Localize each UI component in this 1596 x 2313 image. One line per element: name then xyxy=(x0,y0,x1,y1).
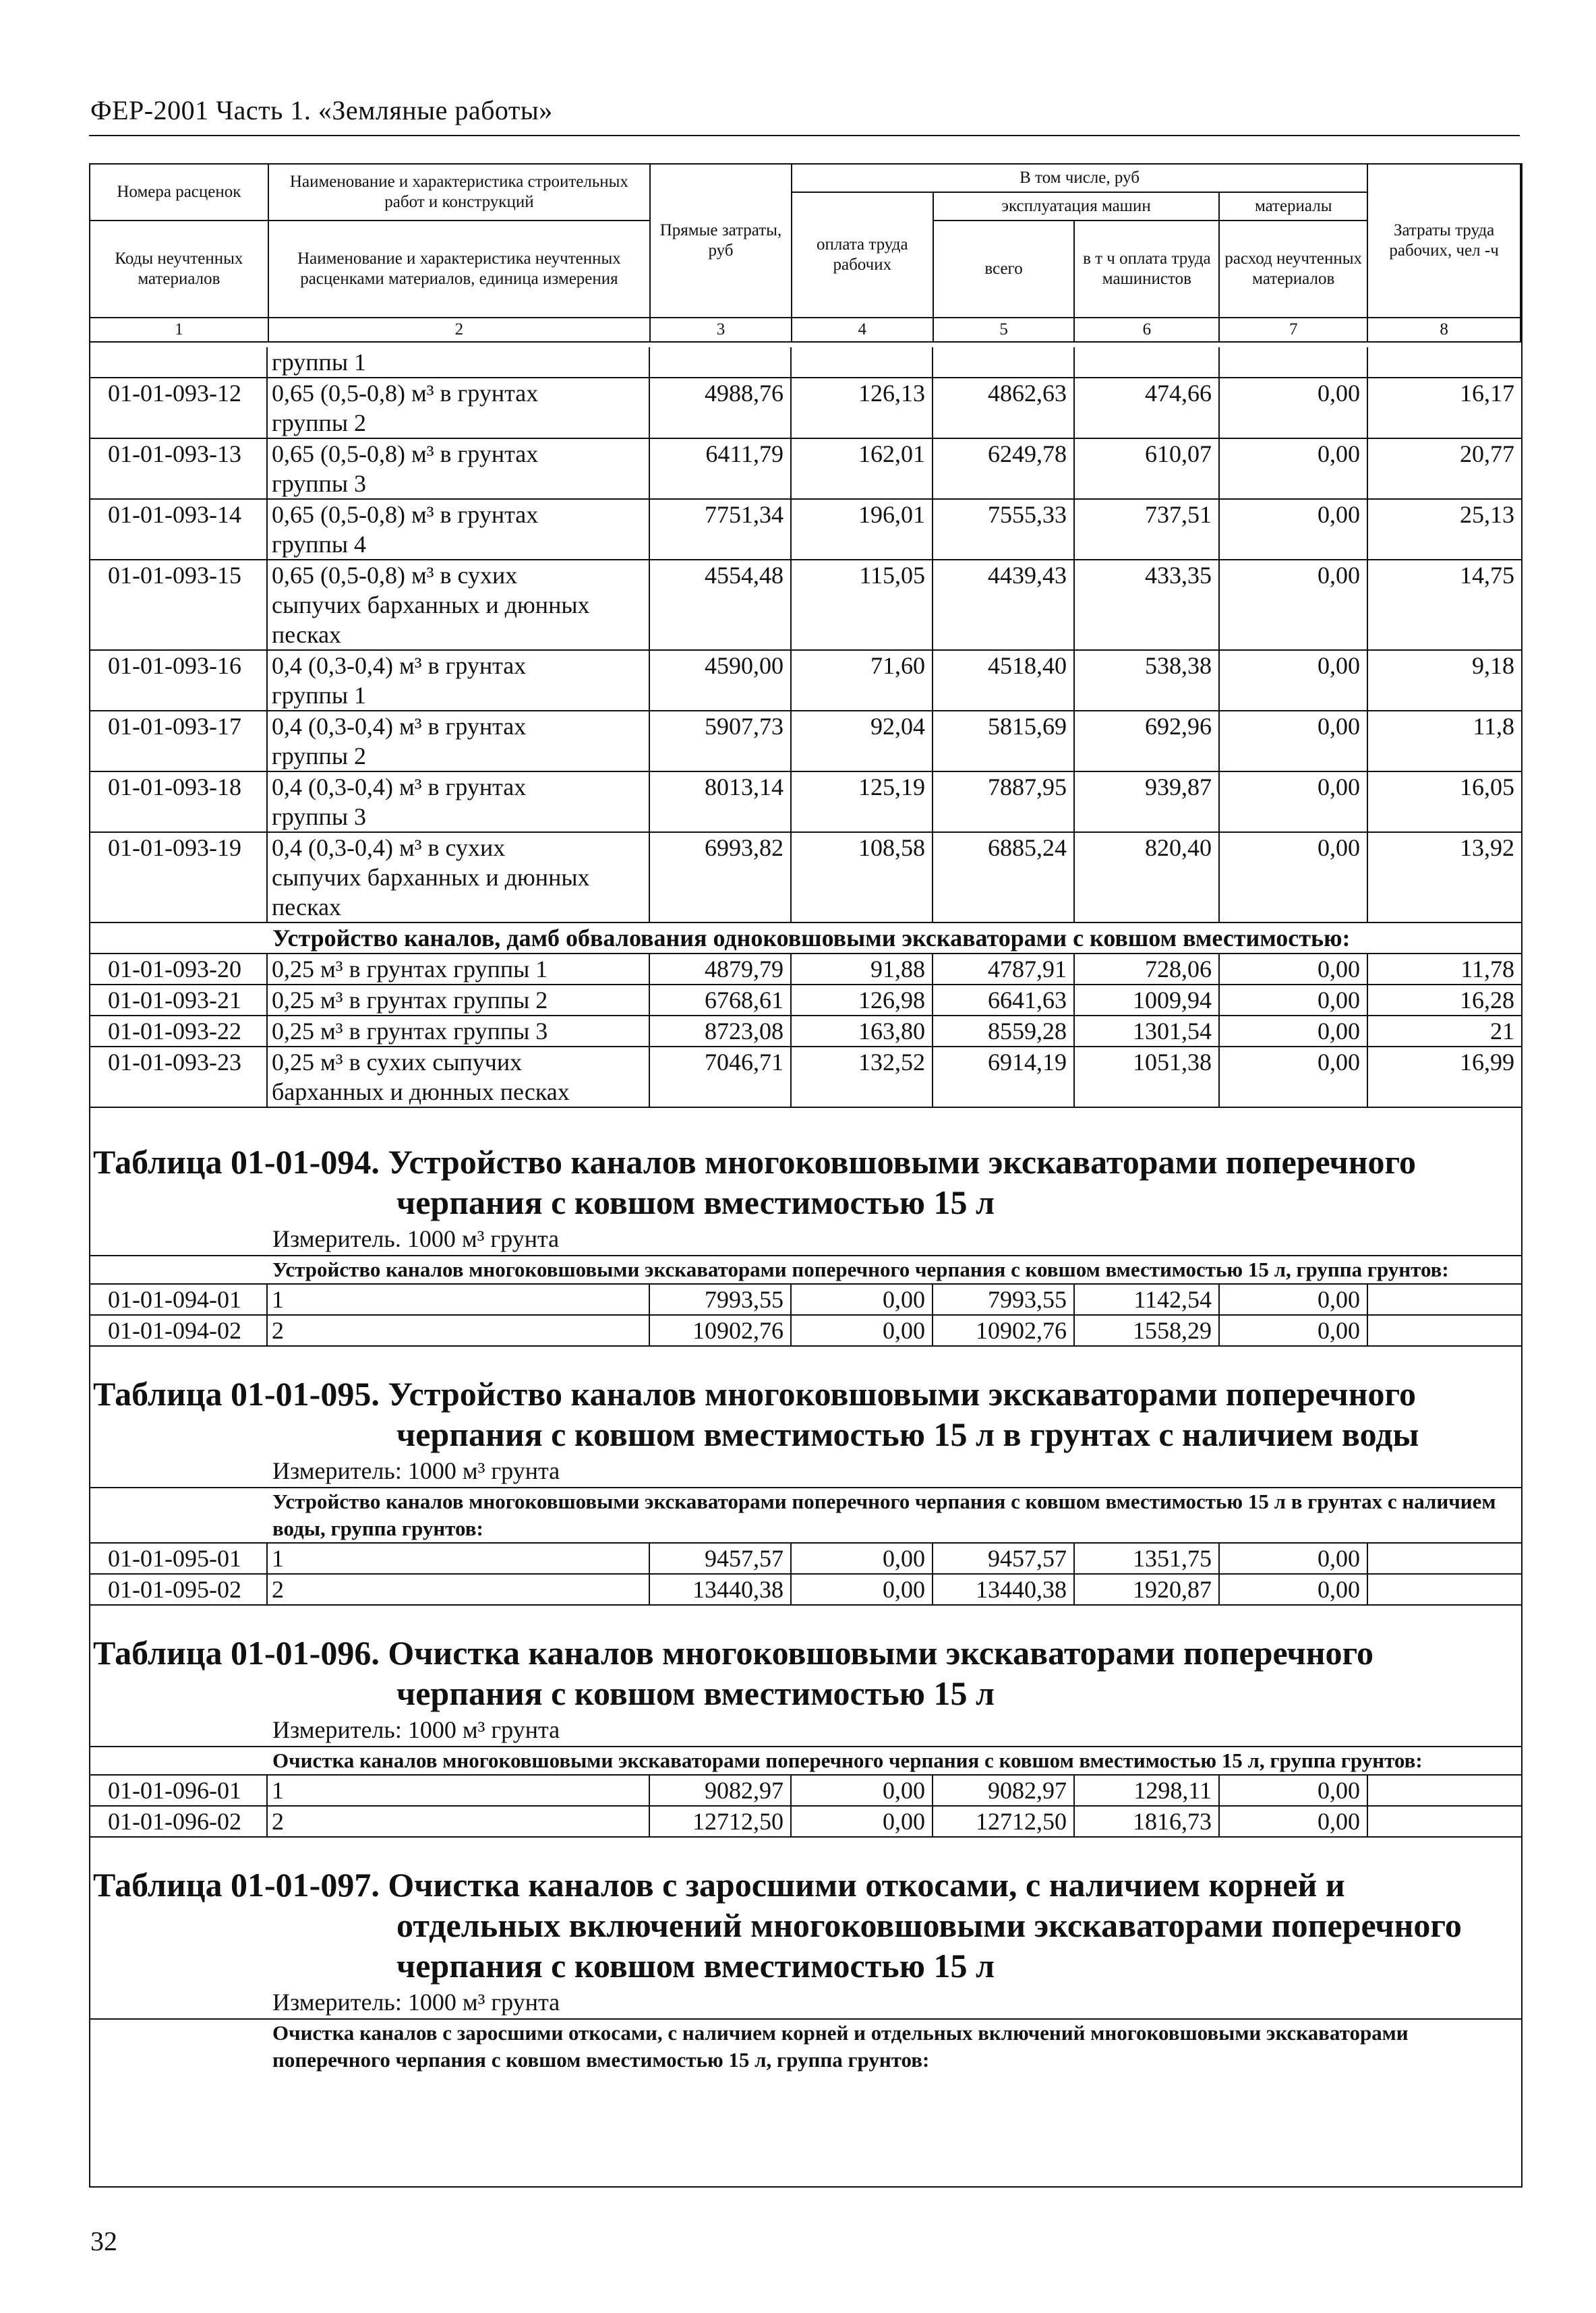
direct-cost: 9457,57 xyxy=(650,1544,792,1573)
rate-code xyxy=(89,347,268,377)
work-name xyxy=(268,954,650,984)
work-name xyxy=(268,651,650,710)
work-name-line: группы 1 xyxy=(272,682,367,709)
col-number-1: 1 xyxy=(90,318,268,342)
direct-cost: 10902,76 xyxy=(650,1316,792,1345)
materials: 0,00 xyxy=(1220,1776,1368,1805)
materials: 0,00 xyxy=(1220,651,1368,710)
table-title-line: Таблица 01-01-094. Устройство каналов многоковшовыми экскаваторами поперечного xyxy=(93,1143,1416,1181)
work-name-line: 0,4 (0,3-0,4) м³ в грунтах xyxy=(272,652,527,679)
work-name: 1 xyxy=(268,1544,650,1573)
machine-total: 4439,43 xyxy=(933,560,1075,649)
machine-total xyxy=(933,347,1075,377)
col-header-nomera: Номера расценок xyxy=(90,164,268,221)
col-header-rashod: расход неучтенных материалов xyxy=(1219,221,1367,318)
labor-hours: 14,75 xyxy=(1460,562,1514,589)
table-title-line: Таблица 01-01-095. Устройство каналов многоковшовыми экскаваторами поперечного xyxy=(93,1375,1416,1413)
direct-cost: 8723,08 xyxy=(650,1016,792,1046)
work-name-line: 0,65 (0,5-0,8) м³ в грунтах xyxy=(272,501,539,528)
work-name-line: 0,65 (0,5-0,8) м³ в сухих xyxy=(272,562,518,589)
materials: 0,00 xyxy=(1220,1316,1368,1345)
labor-pay: 196,01 xyxy=(792,500,933,559)
materials: 0,00 xyxy=(1220,439,1368,498)
rate-code: 01-01-094-02 xyxy=(89,1316,268,1345)
rate-code: 01-01-093-18 xyxy=(89,772,268,831)
section-heading: Устройство каналов, дамб обвалования одноковшовыми экскаваторами с ковшом вместимостью: xyxy=(89,922,1521,953)
col-header-naim: Наименование и характеристика строительных работ и конструкций xyxy=(268,164,650,221)
labor-pay: 92,04 xyxy=(792,711,933,771)
col-number-2: 2 xyxy=(268,318,650,342)
table-title xyxy=(89,1865,1521,1986)
labor-pay: 0,00 xyxy=(792,1285,933,1314)
col-number-5: 5 xyxy=(933,318,1075,342)
spacer xyxy=(89,1107,1521,1142)
work-name-line: 0,25 м³ в сухих сыпучих xyxy=(272,1049,523,1076)
direct-cost: 7993,55 xyxy=(650,1285,792,1314)
materials: 0,00 xyxy=(1220,1047,1368,1107)
machine-total: 7887,95 xyxy=(933,772,1075,831)
labor-hours xyxy=(1368,1316,1521,1345)
work-name-line: группы 3 xyxy=(272,803,367,830)
table-row xyxy=(89,1573,1521,1604)
work-name-line: группы 4 xyxy=(272,531,367,558)
machine-total: 4787,91 xyxy=(933,954,1075,984)
direct-cost: 7046,71 xyxy=(650,1047,792,1107)
table-row xyxy=(89,498,1521,559)
machinist-pay: 1351,75 xyxy=(1075,1544,1220,1573)
work-name-line: сыпучих барханных и дюнных xyxy=(272,864,590,891)
table-title-line: Таблица 01-01-096. Очистка каналов многоковшовыми экскаваторами поперечного xyxy=(93,1634,1373,1672)
spacer xyxy=(89,1604,1521,1633)
table-row xyxy=(89,347,1521,377)
machinist-pay: 610,07 xyxy=(1075,439,1220,498)
direct-cost: 4554,48 xyxy=(650,560,792,649)
table-row xyxy=(89,831,1521,922)
labor-pay: 126,98 xyxy=(792,985,933,1015)
machinist-pay: 433,35 xyxy=(1075,560,1220,649)
table-title xyxy=(89,1374,1521,1455)
table-body xyxy=(89,347,1521,2074)
table-title-line: Таблица 01-01-097. Очистка каналов с заросшими откосами, с наличием корней и xyxy=(93,1866,1345,1904)
table-title-line: черпания с ковшом вместимостью 15 л в грунтах с наличием воды xyxy=(396,1415,1419,1453)
running-header: ФЕР-2001 Часть 1. «Земляные работы» xyxy=(90,95,553,125)
table-row xyxy=(89,649,1521,710)
machine-total: 9457,57 xyxy=(933,1544,1075,1573)
labor-hours xyxy=(1368,1544,1521,1573)
materials: 0,00 xyxy=(1220,1016,1368,1046)
machine-total: 6914,19 xyxy=(933,1047,1075,1107)
table-description: Устройство каналов многоковшовыми экскаваторами поперечного черпания с ковшом вместимостью 15 л, группа грунтов: xyxy=(89,1255,1521,1283)
machinist-pay xyxy=(1075,347,1220,377)
direct-cost xyxy=(650,347,792,377)
rate-code: 01-01-093-13 xyxy=(89,439,268,498)
table-row xyxy=(89,1774,1521,1805)
labor-pay: 0,00 xyxy=(792,1776,933,1805)
machine-total: 12712,50 xyxy=(933,1807,1075,1836)
table-row xyxy=(89,1046,1521,1107)
table-title-line: отдельных включений многоковшовыми экскаваторами поперечного xyxy=(396,1906,1462,1944)
table-row xyxy=(89,1805,1521,1836)
table-row xyxy=(89,984,1521,1015)
work-name-line: барханных и дюнных песках xyxy=(272,1078,570,1105)
work-name xyxy=(268,439,650,498)
machinist-pay: 1301,54 xyxy=(1075,1016,1220,1046)
materials: 0,00 xyxy=(1220,1285,1368,1314)
labor-hours: 16,17 xyxy=(1460,380,1514,407)
work-name-line: 0,4 (0,3-0,4) м³ в сухих xyxy=(272,834,506,861)
work-name-line: группы 1 xyxy=(272,349,367,376)
labor-hours: 25,13 xyxy=(1460,501,1514,528)
direct-cost: 5907,73 xyxy=(650,711,792,771)
labor-pay: 0,00 xyxy=(792,1575,933,1604)
machine-total: 4862,63 xyxy=(933,378,1075,438)
col-number-7: 7 xyxy=(1219,318,1367,342)
direct-cost: 6993,82 xyxy=(650,833,792,922)
table-description: Очистка каналов многоковшовыми экскаваторами поперечного черпания с ковшом вместимостью 15 л, группа грунтов: xyxy=(89,1746,1521,1774)
labor-hours: 20,77 xyxy=(1460,440,1514,467)
direct-cost: 4988,76 xyxy=(650,378,792,438)
labor-pay: 125,19 xyxy=(792,772,933,831)
work-name-line: группы 2 xyxy=(272,742,367,769)
table-row xyxy=(89,559,1521,649)
measure-unit: Измеритель: 1000 м³ грунта xyxy=(272,1457,560,1484)
table-title xyxy=(89,1142,1521,1223)
labor-pay: 0,00 xyxy=(792,1316,933,1345)
col-number-3: 3 xyxy=(650,318,792,342)
materials: 0,00 xyxy=(1220,1544,1368,1573)
table-title-line: черпания с ковшом вместимостью 15 л xyxy=(396,1947,995,1985)
work-name-line: песках xyxy=(272,621,342,648)
col-header-vtom: В том числе, руб xyxy=(792,164,1367,192)
direct-cost: 12712,50 xyxy=(650,1807,792,1836)
machinist-pay: 474,66 xyxy=(1075,378,1220,438)
table-row xyxy=(89,1015,1521,1046)
machine-total: 9082,97 xyxy=(933,1776,1075,1805)
rate-code: 01-01-093-14 xyxy=(89,500,268,559)
rate-code: 01-01-093-15 xyxy=(89,560,268,649)
labor-hours: 11,78 xyxy=(1460,956,1514,983)
col-number-6: 6 xyxy=(1074,318,1219,342)
machine-total: 10902,76 xyxy=(933,1316,1075,1345)
labor-hours: 16,05 xyxy=(1460,773,1514,800)
work-name: 1 xyxy=(268,1776,650,1805)
table-row xyxy=(89,710,1521,771)
table-row xyxy=(89,1314,1521,1345)
table-row xyxy=(89,953,1521,984)
labor-hours: 16,28 xyxy=(1460,987,1514,1014)
materials: 0,00 xyxy=(1220,1807,1368,1836)
labor-hours: 11,8 xyxy=(1473,713,1514,740)
machinist-pay: 1816,73 xyxy=(1075,1807,1220,1836)
materials: 0,00 xyxy=(1220,500,1368,559)
table-title-line: черпания с ковшом вместимостью 15 л xyxy=(396,1674,995,1712)
work-name xyxy=(268,833,650,922)
work-name-line: сыпучих барханных и дюнных xyxy=(272,591,590,618)
col-header-vsego: всего xyxy=(933,221,1075,318)
labor-pay xyxy=(792,347,933,377)
col-header-ekspl: эксплуатация машин xyxy=(933,192,1220,221)
rate-code: 01-01-095-02 xyxy=(89,1575,268,1604)
col-header-pryamye: Прямые затраты, руб xyxy=(650,164,792,318)
machine-total: 7555,33 xyxy=(933,500,1075,559)
machinist-pay: 820,40 xyxy=(1075,833,1220,922)
header-rule xyxy=(89,135,1520,136)
col-number-8: 8 xyxy=(1367,318,1520,342)
labor-pay: 163,80 xyxy=(792,1016,933,1046)
work-name: 2 xyxy=(268,1807,650,1836)
rate-code: 01-01-096-01 xyxy=(89,1776,268,1805)
labor-pay: 0,00 xyxy=(792,1807,933,1836)
spacer xyxy=(89,1836,1521,1865)
machinist-pay: 1298,11 xyxy=(1075,1776,1220,1805)
table-title-line: черпания с ковшом вместимостью 15 л xyxy=(396,1183,995,1221)
direct-cost: 4590,00 xyxy=(650,651,792,710)
work-name: 1 xyxy=(268,1285,650,1314)
measure-unit: Измеритель. 1000 м³ грунта xyxy=(272,1225,560,1252)
direct-cost: 6411,79 xyxy=(650,439,792,498)
machine-total: 13440,38 xyxy=(933,1575,1075,1604)
labor-hours: 13,92 xyxy=(1460,834,1514,861)
work-name xyxy=(268,711,650,771)
work-name xyxy=(268,985,650,1015)
work-name-line: группы 3 xyxy=(272,470,367,497)
labor-pay: 126,13 xyxy=(792,378,933,438)
work-name xyxy=(268,500,650,559)
rate-code: 01-01-093-19 xyxy=(89,833,268,922)
materials: 0,00 xyxy=(1220,954,1368,984)
col-number-4: 4 xyxy=(792,318,933,342)
work-name xyxy=(268,1016,650,1046)
table-description: Устройство каналов многоковшовыми экскаваторами поперечного черпания с ковшом вместимостью 15 л в грунтах с наличием воды, группа грунтов: xyxy=(89,1487,1521,1542)
labor-pay: 132,52 xyxy=(792,1047,933,1107)
table-title xyxy=(89,1633,1521,1714)
col-header-naim2: Наименование и характеристика неучтенных расценками материалов, единица измерения xyxy=(268,221,650,318)
work-name xyxy=(268,560,650,649)
machine-total: 6885,24 xyxy=(933,833,1075,922)
machine-total: 5815,69 xyxy=(933,711,1075,771)
direct-cost: 13440,38 xyxy=(650,1575,792,1604)
col-header-kody: Коды неучтенных материалов xyxy=(90,221,268,318)
col-header-zatraty: Затраты труда рабочих, чел -ч xyxy=(1367,164,1520,318)
materials: 0,00 xyxy=(1220,1575,1368,1604)
machinist-pay: 1142,54 xyxy=(1075,1285,1220,1314)
machinist-pay: 939,87 xyxy=(1075,772,1220,831)
labor-hours xyxy=(1368,347,1521,377)
materials: 0,00 xyxy=(1220,985,1368,1015)
table-description: Очистка каналов с заросшими откосами, с наличием корней и отдельных включений многоковшовыми экскаваторами поперечного черпания с ковшом вместимостью 15 л, группа грунтов: xyxy=(89,2018,1521,2074)
work-name-line: песках xyxy=(272,894,342,920)
labor-hours xyxy=(1368,1807,1521,1836)
labor-pay: 71,60 xyxy=(792,651,933,710)
work-name: 2 xyxy=(268,1316,650,1345)
labor-pay: 115,05 xyxy=(792,560,933,649)
materials: 0,00 xyxy=(1220,560,1368,649)
machinist-pay: 692,96 xyxy=(1075,711,1220,771)
labor-pay: 162,01 xyxy=(792,439,933,498)
materials xyxy=(1220,347,1368,377)
work-name xyxy=(268,772,650,831)
machinist-pay: 728,06 xyxy=(1075,954,1220,984)
labor-pay: 0,00 xyxy=(792,1544,933,1573)
labor-pay: 108,58 xyxy=(792,833,933,922)
work-name-line: 0,65 (0,5-0,8) м³ в грунтах xyxy=(272,380,539,407)
machine-total: 8559,28 xyxy=(933,1016,1075,1046)
machine-total: 6249,78 xyxy=(933,439,1075,498)
labor-hours: 21 xyxy=(1490,1018,1514,1045)
rate-code: 01-01-096-02 xyxy=(89,1807,268,1836)
labor-hours: 9,18 xyxy=(1472,652,1514,679)
labor-hours xyxy=(1368,1776,1521,1805)
work-name xyxy=(268,1047,650,1107)
direct-cost: 9082,97 xyxy=(650,1776,792,1805)
work-name-line: 0,4 (0,3-0,4) м³ в грунтах xyxy=(272,773,527,800)
measure-unit: Измеритель: 1000 м³ грунта xyxy=(272,1989,560,2016)
table-row xyxy=(89,771,1521,831)
machinist-pay: 1558,29 xyxy=(1075,1316,1220,1345)
table-row xyxy=(89,438,1521,498)
machine-total: 6641,63 xyxy=(933,985,1075,1015)
labor-hours xyxy=(1368,1285,1521,1314)
spacer xyxy=(89,1345,1521,1374)
machinist-pay: 1920,87 xyxy=(1075,1575,1220,1604)
work-name-line: группы 2 xyxy=(272,409,367,436)
work-name-line: 0,25 м³ в грунтах группы 2 xyxy=(272,987,548,1014)
labor-hours: 16,99 xyxy=(1460,1049,1514,1076)
rate-code: 01-01-094-01 xyxy=(89,1285,268,1314)
col-header-materialy: материалы xyxy=(1219,192,1367,221)
page-number: 32 xyxy=(90,2226,117,2256)
machinist-pay: 1009,94 xyxy=(1075,985,1220,1015)
col-header-vtch: в т ч оплата труда машинистов xyxy=(1074,221,1219,318)
work-name xyxy=(268,378,650,438)
machine-total: 4518,40 xyxy=(933,651,1075,710)
rate-code: 01-01-093-17 xyxy=(89,711,268,771)
work-name-line: 0,4 (0,3-0,4) м³ в грунтах xyxy=(272,713,527,740)
rate-code: 01-01-093-12 xyxy=(89,378,268,438)
direct-cost: 8013,14 xyxy=(650,772,792,831)
work-name xyxy=(268,347,650,377)
work-name-line: 0,25 м³ в грунтах группы 1 xyxy=(272,956,548,983)
direct-cost: 4879,79 xyxy=(650,954,792,984)
machinist-pay: 737,51 xyxy=(1075,500,1220,559)
machinist-pay: 538,38 xyxy=(1075,651,1220,710)
labor-hours xyxy=(1368,1575,1521,1604)
rate-code: 01-01-093-20 xyxy=(89,954,268,984)
rate-code: 01-01-093-23 xyxy=(89,1047,268,1107)
work-name: 2 xyxy=(268,1575,650,1604)
materials: 0,00 xyxy=(1220,833,1368,922)
rate-code: 01-01-095-01 xyxy=(89,1544,268,1573)
col-header-oplata: оплата труда рабочих xyxy=(792,192,933,318)
work-name-line: 0,25 м³ в грунтах группы 3 xyxy=(272,1018,548,1045)
direct-cost: 7751,34 xyxy=(650,500,792,559)
work-name-line: 0,65 (0,5-0,8) м³ в грунтах xyxy=(272,440,539,467)
materials: 0,00 xyxy=(1220,378,1368,438)
rate-code: 01-01-093-16 xyxy=(89,651,268,710)
table-row xyxy=(89,1542,1521,1573)
table-row xyxy=(89,377,1521,438)
measure-unit: Измеритель: 1000 м³ грунта xyxy=(272,1716,560,1743)
labor-pay: 91,88 xyxy=(792,954,933,984)
machinist-pay: 1051,38 xyxy=(1075,1047,1220,1107)
machine-total: 7993,55 xyxy=(933,1285,1075,1314)
rate-code: 01-01-093-22 xyxy=(89,1016,268,1046)
rate-code: 01-01-093-21 xyxy=(89,985,268,1015)
materials: 0,00 xyxy=(1220,711,1368,771)
column-header-table xyxy=(89,163,1521,343)
table-row xyxy=(89,1283,1521,1314)
direct-cost: 6768,61 xyxy=(650,985,792,1015)
materials: 0,00 xyxy=(1220,772,1368,831)
